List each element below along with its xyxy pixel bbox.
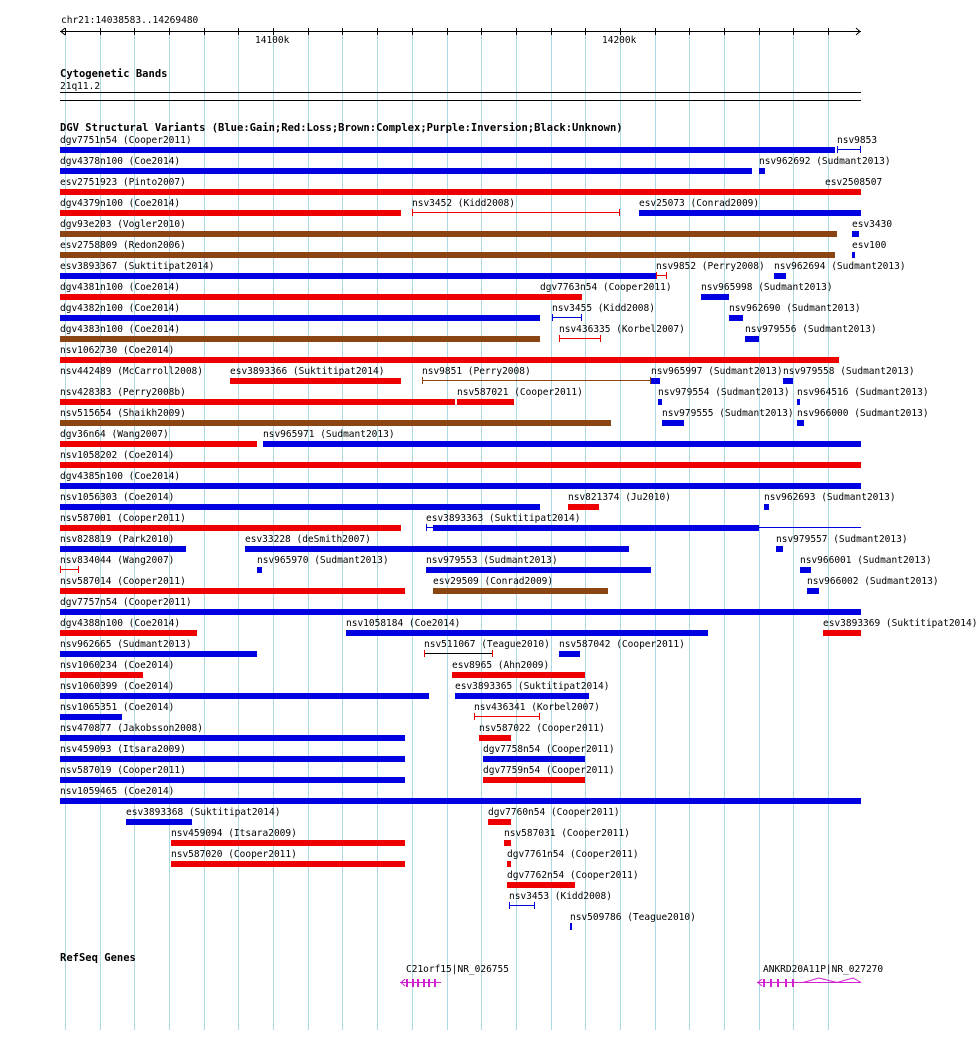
variant-bar[interactable] xyxy=(783,378,793,384)
variant-label[interactable]: esv2758809 (Redon2006) xyxy=(60,240,186,251)
variant-label[interactable]: dgv4388n100 (Coe2014) xyxy=(60,618,181,629)
variant-label[interactable]: nsv966000 (Sudmant2013) xyxy=(797,408,929,419)
variant-bar[interactable] xyxy=(483,777,585,783)
cytoband-line-top xyxy=(60,92,861,93)
variant-label[interactable]: esv33228 (deSmith2007) xyxy=(245,534,371,545)
variant-bar-end xyxy=(492,650,493,657)
variant-label[interactable]: esv3893365 (Suktitipat2014) xyxy=(455,681,610,692)
variant-label[interactable]: nsv587020 (Cooper2011) xyxy=(171,849,297,860)
variant-bar[interactable] xyxy=(60,630,197,636)
variant-bar[interactable] xyxy=(455,693,589,699)
variant-label[interactable]: nsv1058184 (Coe2014) xyxy=(346,618,461,629)
variant-bar-end xyxy=(422,377,423,384)
variant-label[interactable]: nsv1060234 (Coe2014) xyxy=(60,660,175,671)
gene-label[interactable]: C21orf15|NR_026755 xyxy=(406,964,509,975)
variant-label[interactable]: nsv436341 (Korbel2007) xyxy=(474,702,600,713)
variant-label[interactable]: nsv979558 (Sudmant2013) xyxy=(783,366,915,377)
variant-bar[interactable] xyxy=(426,567,651,573)
variant-label[interactable]: nsv1060399 (Coe2014) xyxy=(60,681,175,692)
variant-bar[interactable] xyxy=(479,735,511,741)
variant-label[interactable]: nsv587022 (Cooper2011) xyxy=(479,723,605,734)
variant-bar[interactable] xyxy=(60,441,257,447)
variant-bar-end xyxy=(619,209,620,216)
variant-label[interactable]: esv3893366 (Suktitipat2014) xyxy=(230,366,385,377)
variant-bar[interactable] xyxy=(639,210,861,216)
variant-bar[interactable] xyxy=(60,399,455,405)
variant-bar-end xyxy=(412,209,413,216)
variant-bar[interactable] xyxy=(759,168,765,174)
variant-label[interactable]: nsv962665 (Sudmant2013) xyxy=(60,639,192,650)
variant-bar[interactable] xyxy=(60,714,122,720)
variant-label[interactable]: dgv4381n100 (Coe2014) xyxy=(60,282,181,293)
variant-bar[interactable] xyxy=(60,504,540,510)
variant-bar[interactable] xyxy=(745,336,759,342)
variant-label[interactable]: nsv436335 (Korbel2007) xyxy=(559,324,685,335)
variant-bar[interactable] xyxy=(60,189,825,195)
variant-bar[interactable] xyxy=(257,567,262,573)
variant-label[interactable]: nsv587014 (Cooper2011) xyxy=(60,576,186,587)
variant-bar-end xyxy=(559,335,560,342)
variant-bar[interactable] xyxy=(245,546,629,552)
variant-label[interactable]: dgv4378n100 (Coe2014) xyxy=(60,156,181,167)
variant-label[interactable]: nsv979554 (Sudmant2013) xyxy=(658,387,790,398)
variant-label[interactable]: nsv965997 (Sudmant2013) xyxy=(651,366,783,377)
variant-label[interactable]: nsv3455 (Kidd2008) xyxy=(552,303,655,314)
variant-label[interactable]: nsv459093 (Itsara2009) xyxy=(60,744,186,755)
variant-label[interactable]: nsv470877 (Jakobsson2008) xyxy=(60,723,203,734)
variant-bar[interactable] xyxy=(60,483,861,489)
cytoband-track-title[interactable]: Cytogenetic Bands xyxy=(60,68,168,80)
variant-bar[interactable] xyxy=(729,315,743,321)
variant-label[interactable]: nsv964516 (Sudmant2013) xyxy=(797,387,929,398)
variant-label[interactable]: dgv36n64 (Wang2007) xyxy=(60,429,169,440)
variant-bar-end xyxy=(552,314,553,321)
variant-label[interactable]: nsv587001 (Cooper2011) xyxy=(60,513,186,524)
variant-bar[interactable] xyxy=(776,546,783,552)
variant-bar-end xyxy=(426,524,427,531)
variant-bar[interactable] xyxy=(60,777,405,783)
variant-bar[interactable] xyxy=(424,653,493,654)
gene-label[interactable]: ANKRD20A11P|NR_027270 xyxy=(763,964,884,975)
variant-bar[interactable] xyxy=(422,380,651,381)
variant-label[interactable]: esv3430 xyxy=(852,219,893,230)
variant-label[interactable]: nsv511067 (Teague2010) xyxy=(424,639,550,650)
variant-label[interactable]: nsv962694 (Sudmant2013) xyxy=(774,261,906,272)
gene-exon xyxy=(417,979,419,987)
variant-bar[interactable] xyxy=(60,735,405,741)
variant-bar[interactable] xyxy=(662,420,684,426)
variant-label[interactable]: nsv3453 (Kidd2008) xyxy=(509,891,612,902)
variant-label[interactable]: dgv7757n54 (Cooper2011) xyxy=(60,597,192,608)
variant-label[interactable]: nsv3452 (Kidd2008) xyxy=(412,198,515,209)
variant-label[interactable]: nsv966001 (Sudmant2013) xyxy=(800,555,932,566)
variant-label[interactable]: dgv4379n100 (Coe2014) xyxy=(60,198,181,209)
variant-label[interactable]: nsv821374 (Ju2010) xyxy=(568,492,671,503)
variant-label[interactable]: nsv509786 (Teague2010) xyxy=(570,912,696,923)
variant-label[interactable]: nsv979557 (Sudmant2013) xyxy=(776,534,908,545)
variant-label[interactable]: nsv979553 (Sudmant2013) xyxy=(426,555,558,566)
variant-bar-end xyxy=(581,314,582,321)
variant-label[interactable]: esv25073 (Conrad2009) xyxy=(639,198,760,209)
variant-bar[interactable] xyxy=(433,588,608,594)
gene-exon xyxy=(777,979,779,987)
variant-bar[interactable] xyxy=(60,609,861,615)
ruler-tick-label: 14200k xyxy=(602,35,637,46)
variant-bar[interactable] xyxy=(852,252,855,258)
variant-bar[interactable] xyxy=(774,273,786,279)
variant-bar-end xyxy=(656,272,657,279)
variant-label[interactable]: esv3893363 (Suktitipat2014) xyxy=(426,513,581,524)
variant-label[interactable]: dgv93e203 (Vogler2010) xyxy=(60,219,186,230)
variant-bar[interactable] xyxy=(60,462,861,468)
variant-bar[interactable] xyxy=(568,504,599,510)
variant-bar-end xyxy=(509,902,510,909)
variant-label[interactable]: dgv7751n54 (Cooper2011) xyxy=(60,135,192,146)
ruler-location: chr21:14038583..14269480 xyxy=(61,15,199,26)
variant-bar-end xyxy=(60,566,61,573)
gene-exon xyxy=(428,979,430,987)
variant-bar[interactable] xyxy=(60,273,656,279)
cytoband-line-bottom xyxy=(60,100,861,101)
gene-exon xyxy=(763,979,765,987)
variant-bar-end xyxy=(666,272,667,279)
variant-bar-end xyxy=(78,566,79,573)
variant-bar[interactable] xyxy=(263,441,861,447)
variant-bar[interactable] xyxy=(651,378,660,384)
variant-label[interactable]: nsv1056303 (Coe2014) xyxy=(60,492,175,503)
variant-label[interactable]: nsv1062730 (Coe2014) xyxy=(60,345,175,356)
variant-label[interactable]: dgv7762n54 (Cooper2011) xyxy=(507,870,639,881)
variant-bar[interactable] xyxy=(60,357,839,363)
variant-label[interactable]: esv3893368 (Suktitipat2014) xyxy=(126,807,281,818)
variant-label[interactable]: nsv965970 (Sudmant2013) xyxy=(257,555,389,566)
variant-label[interactable]: esv8965 (Ahn2009) xyxy=(452,660,550,671)
variant-label[interactable]: esv3893367 (Suktitipat2014) xyxy=(60,261,215,272)
variant-label[interactable]: nsv1058202 (Coe2014) xyxy=(60,450,175,461)
variant-label[interactable]: dgv7761n54 (Cooper2011) xyxy=(507,849,639,860)
variant-label[interactable]: nsv828819 (Park2010) xyxy=(60,534,175,545)
gene-exon xyxy=(770,979,772,987)
variant-bar[interactable] xyxy=(60,294,540,300)
variant-bar[interactable] xyxy=(60,569,79,570)
gene-exon xyxy=(423,979,425,987)
variant-bar[interactable] xyxy=(504,840,511,846)
variant-bar[interactable] xyxy=(126,819,192,825)
variant-label[interactable]: nsv9853 xyxy=(837,135,878,146)
gene-intron-hat xyxy=(837,978,861,983)
variant-bar-core[interactable] xyxy=(433,525,759,531)
variant-bar[interactable] xyxy=(507,861,511,867)
variant-label[interactable]: nsv1059465 (Coe2014) xyxy=(60,786,175,797)
variant-bar[interactable] xyxy=(60,315,540,321)
gene-exon xyxy=(785,979,787,987)
variant-label[interactable]: nsv587019 (Cooper2011) xyxy=(60,765,186,776)
variant-label[interactable]: esv29509 (Conrad2009) xyxy=(433,576,554,587)
variant-bar[interactable] xyxy=(837,149,861,150)
variant-bar[interactable] xyxy=(474,716,540,717)
variant-bar[interactable] xyxy=(60,147,835,153)
variant-label[interactable]: nsv979556 (Sudmant2013) xyxy=(745,324,877,335)
variant-bar-end xyxy=(539,713,540,720)
variant-bar[interactable] xyxy=(483,756,585,762)
variant-label[interactable]: nsv962690 (Sudmant2013) xyxy=(729,303,861,314)
variant-label[interactable]: nsv962692 (Sudmant2013) xyxy=(759,156,891,167)
variant-label[interactable]: nsv428383 (Perry2008b) xyxy=(60,387,186,398)
variant-label[interactable]: nsv459094 (Itsara2009) xyxy=(171,828,297,839)
variant-label[interactable]: esv2508507 xyxy=(825,177,883,188)
variant-bar[interactable] xyxy=(60,672,143,678)
gene-exon xyxy=(406,979,408,987)
variant-bar[interactable] xyxy=(171,861,405,867)
variant-bar[interactable] xyxy=(509,905,535,906)
variant-label[interactable]: nsv515654 (Shaikh2009) xyxy=(60,408,186,419)
variant-bar[interactable] xyxy=(807,588,819,594)
variant-bar-end xyxy=(424,650,425,657)
variant-label[interactable]: nsv442489 (McCarroll2008) xyxy=(60,366,203,377)
variant-bar[interactable] xyxy=(457,399,514,405)
variant-bar[interactable] xyxy=(60,420,611,426)
variant-bar[interactable] xyxy=(764,504,769,510)
variant-label[interactable]: dgv7763n54 (Cooper2011) xyxy=(540,282,672,293)
variant-label[interactable]: dgv7759n54 (Cooper2011) xyxy=(483,765,615,776)
variant-bar-end xyxy=(474,713,475,720)
variant-bar[interactable] xyxy=(452,672,585,678)
variant-label[interactable]: dgv4383n100 (Coe2014) xyxy=(60,324,181,335)
variant-bar[interactable] xyxy=(60,651,257,657)
variant-bar-end xyxy=(600,335,601,342)
variant-bar[interactable] xyxy=(852,231,859,237)
gene-exon xyxy=(434,979,436,987)
variant-bar[interactable] xyxy=(797,420,804,426)
gene-exon xyxy=(412,979,414,987)
variant-bar[interactable] xyxy=(559,651,580,657)
variant-bar[interactable] xyxy=(60,210,401,216)
variant-label[interactable]: nsv587031 (Cooper2011) xyxy=(504,828,630,839)
variant-label[interactable]: dgv4385n100 (Coe2014) xyxy=(60,471,181,482)
variant-label[interactable]: dgv7758n54 (Cooper2011) xyxy=(483,744,615,755)
variant-bar-end xyxy=(534,902,535,909)
variant-bar[interactable] xyxy=(60,336,540,342)
cytoband-name[interactable]: 21q11.2 xyxy=(60,81,101,92)
variant-bar[interactable] xyxy=(171,840,405,846)
variant-label[interactable]: nsv965998 (Sudmant2013) xyxy=(701,282,833,293)
variant-bar-end xyxy=(837,146,838,153)
variant-bar[interactable] xyxy=(658,399,662,405)
variant-label[interactable]: nsv587042 (Cooper2011) xyxy=(559,639,685,650)
variant-bar[interactable] xyxy=(823,630,861,636)
variant-label[interactable]: nsv587021 (Cooper2011) xyxy=(457,387,583,398)
dgv-track-title[interactable]: DGV Structural Variants (Blue:Gain;Red:Loss;Brown:Complex;Purple:Inversion;Black:Unknown) xyxy=(60,122,623,134)
variant-bar[interactable] xyxy=(570,923,572,930)
variant-bar[interactable] xyxy=(797,399,800,405)
variant-bar[interactable] xyxy=(412,212,620,213)
variant-label[interactable]: dgv4382n100 (Coe2014) xyxy=(60,303,181,314)
variant-bar[interactable] xyxy=(825,189,861,195)
gene-intron-hat xyxy=(803,978,837,983)
variant-bar[interactable] xyxy=(60,693,429,699)
variant-bar[interactable] xyxy=(60,798,861,804)
variant-bar[interactable] xyxy=(60,525,401,531)
variant-bar[interactable] xyxy=(60,252,835,258)
variant-label[interactable]: nsv9852 (Perry2008) xyxy=(656,261,765,272)
variant-label[interactable]: nsv979555 (Sudmant2013) xyxy=(662,408,794,419)
refseq-track-title[interactable]: RefSeq Genes xyxy=(60,952,136,964)
variant-label[interactable]: nsv966002 (Sudmant2013) xyxy=(807,576,939,587)
gene-exon xyxy=(792,979,794,987)
variant-label[interactable]: nsv1065351 (Coe2014) xyxy=(60,702,175,713)
variant-bar[interactable] xyxy=(346,630,708,636)
variant-bar[interactable] xyxy=(60,756,405,762)
variant-bar[interactable] xyxy=(488,819,511,825)
variant-bar[interactable] xyxy=(60,168,752,174)
variant-label[interactable]: esv100 xyxy=(852,240,887,251)
variant-bar[interactable] xyxy=(60,546,186,552)
variant-bar[interactable] xyxy=(552,317,582,318)
variant-label[interactable]: esv3893369 (Suktitipat2014) xyxy=(823,618,977,629)
variant-bar-end xyxy=(860,146,861,153)
variant-bar[interactable] xyxy=(701,294,729,300)
variant-label[interactable]: nsv834044 (Wang2007) xyxy=(60,555,175,566)
variant-label[interactable]: esv2751923 (Pinto2007) xyxy=(60,177,186,188)
variant-bar[interactable] xyxy=(800,567,811,573)
variant-label[interactable]: dgv7760n54 (Cooper2011) xyxy=(488,807,620,818)
ruler-tick-label: 14100k xyxy=(255,35,290,46)
variant-bar[interactable] xyxy=(540,294,582,300)
variant-label[interactable]: nsv965971 (Sudmant2013) xyxy=(263,429,395,440)
variant-label[interactable]: nsv962693 (Sudmant2013) xyxy=(764,492,896,503)
variant-bar[interactable] xyxy=(559,338,601,339)
variant-bar[interactable] xyxy=(230,378,401,384)
variant-bar[interactable] xyxy=(60,231,837,237)
variant-bar[interactable] xyxy=(507,882,575,888)
variant-bar[interactable] xyxy=(60,588,405,594)
variant-label[interactable]: nsv9851 (Perry2008) xyxy=(422,366,531,377)
